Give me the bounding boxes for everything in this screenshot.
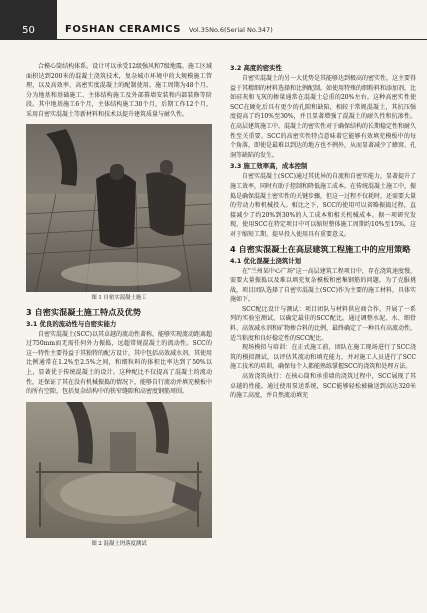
figure-1-caption: 图 1 自密实混凝土施工 <box>91 294 147 301</box>
page-header <box>0 0 427 40</box>
subsection-4-1-heading: 4.1 优化混凝土浇筑计划 <box>230 256 302 265</box>
figure-2 <box>26 402 212 538</box>
left-column <box>26 62 212 553</box>
subsection-4-1-para-3: 现场模拟与培训：在正式施工前，团队在施工现场进行了SCC浇筑的模拟测试，以评估其流动和填充能力，并对施工人员进行了SCC施工技术的培训，确保每个人都能熟练掌握SCC的浇筑和处理方法。 <box>230 344 416 371</box>
subsection-4-1-para-4: 高效浇筑执行：在核心筒和承重墙的浇筑过程中，SCC展现了其卓越的性能。通过使用泵送系统，SCC能够轻松被输送到高达320米的施工高度，并自然流动填充 <box>230 373 416 400</box>
section-4-heading: 4 自密实混凝土在高层建筑工程施工中的应用策略 <box>230 243 411 254</box>
subsection-3-2-body: 自密实混凝土的另一大优势是其能够达到极高的密实性，这主要得益于其精细的材料选择和比例配制。如使用特殊的细粉料和添加剂，比如硅灰和飞灰的掺量通常在混凝土总重的20%左右。这种高密实性使SCC在硬化后具有更少的孔隙和缺陷，相较于常规混凝土，其抗压强度提高了约10%至30%，并且显著增强了混凝土的耐久性和抗渗性。在高层建筑施工中，混凝土的密实性对于确保结构的长期稳定性和耐久性至关重要。SCC的高密实性特点意味着它能够有效填充模板中的每个角落，即使是最难以到达的地方也不例外，从而显著减少了蜂窝、孔洞等缺陷的发生。 <box>230 75 417 159</box>
running-head <box>57 0 427 40</box>
right-column <box>230 62 416 401</box>
volume-info: Vol.35No.6(Serial No.347) <box>189 26 273 34</box>
intro-paragraph: 合模心筒结构体系。设计可以承受12级强风和7级地震。施工区域面积达到200米的混凝土浇筑技术，复杂城市环境中的大规模施工管理，以及高效率、高密实度混凝土的配制使用。施工周期为48个月，分为地基和基础施工、主体结构施工及外部幕墙安装和内部装修等阶段。其中地基施工6个月，主体结构施工30个月，后期工作12个月，采用自密实混凝土等新材料和技术以提升建筑质量与耐久性。 <box>26 63 212 118</box>
slump-test-photo <box>26 402 212 538</box>
subsection-3-3-body: 自密实混凝土(SCC)通过其优异的自流和自密实能力，显著提升了施工效率，同时有助于控制和降低施工成本。在传统混凝土施工中，振捣是确保混凝土密实性的关键步骤，但这一过程不仅耗时，还需要大量的劳动力和机械投入。相比之下，SCC的使用可以省略振捣过程，直接减少了约20%到30%的人工成本和相关机械成本。据一项研究发现，使用SCC在特定项目中可以缩短整体施工周期约10%至15%，这对于缩短工期、提早投入使用具有重要意义。 <box>230 173 417 238</box>
figure-2-caption: 图 2 混凝土坍落度测试 <box>91 540 147 547</box>
subsection-3-3-heading: 3.3 施工效率高，成本控制 <box>230 162 308 171</box>
subsection-3-2-heading: 3.2 高度的密实性 <box>230 64 282 72</box>
section-3-heading: 3 自密实混凝土施工特点及优势 <box>26 306 141 317</box>
construction-photo <box>26 124 212 292</box>
subsection-4-1-para-1: 在"兰州某中心广场"这一高层建筑工程项目中，存在浇筑速度慢，需要大量振捣以及难以填充复杂模板和密集钢筋的问题。为了克服挑战，项目团队选择了自密实混凝土(SCC)作为主要的施工材料，具体实施如下。 <box>230 267 416 304</box>
article-body <box>26 62 416 602</box>
subsection-3-1-body: 自密实混凝土(SCC)以其卓越的流动性著称，能够实现流动距离超过750mm而无需任何外力振捣，远超常规混凝土的流动性。SCC的这一特性主要得益于其独特的配方设计，其中包括高效减水剂，其使用比例通常在1.2%至2.5%之间，和细粒料的体积比率达到了50%以上，显著优于传统混凝土的设计。这种配比不仅提高了混凝土的流动性，还保证了其在没有机械振捣的情况下，能够自行流动并填充模板中的所有空隙，包括复杂结构中的狭窄缝隙和高密度钢筋周围。 <box>26 330 213 396</box>
figure-1 <box>26 124 212 292</box>
subsection-4-1-para-2: SCC配比设计与测试：项目团队与材料供应商合作，开展了一系列的实验室测试，以确定最佳的SCC配比。通过调整水泥、水、细骨料、高效减水剂和矿物掺合料的比例，最终确定了一种具有高流动性、适当粘度和良好稳定性的SCC配比。 <box>230 305 417 342</box>
subsection-3-1-heading: 3.1 优良的流动性与自密实能力 <box>26 319 117 328</box>
page-number: 50 <box>0 0 57 40</box>
journal-title: FOSHAN CERAMICS <box>65 24 182 35</box>
